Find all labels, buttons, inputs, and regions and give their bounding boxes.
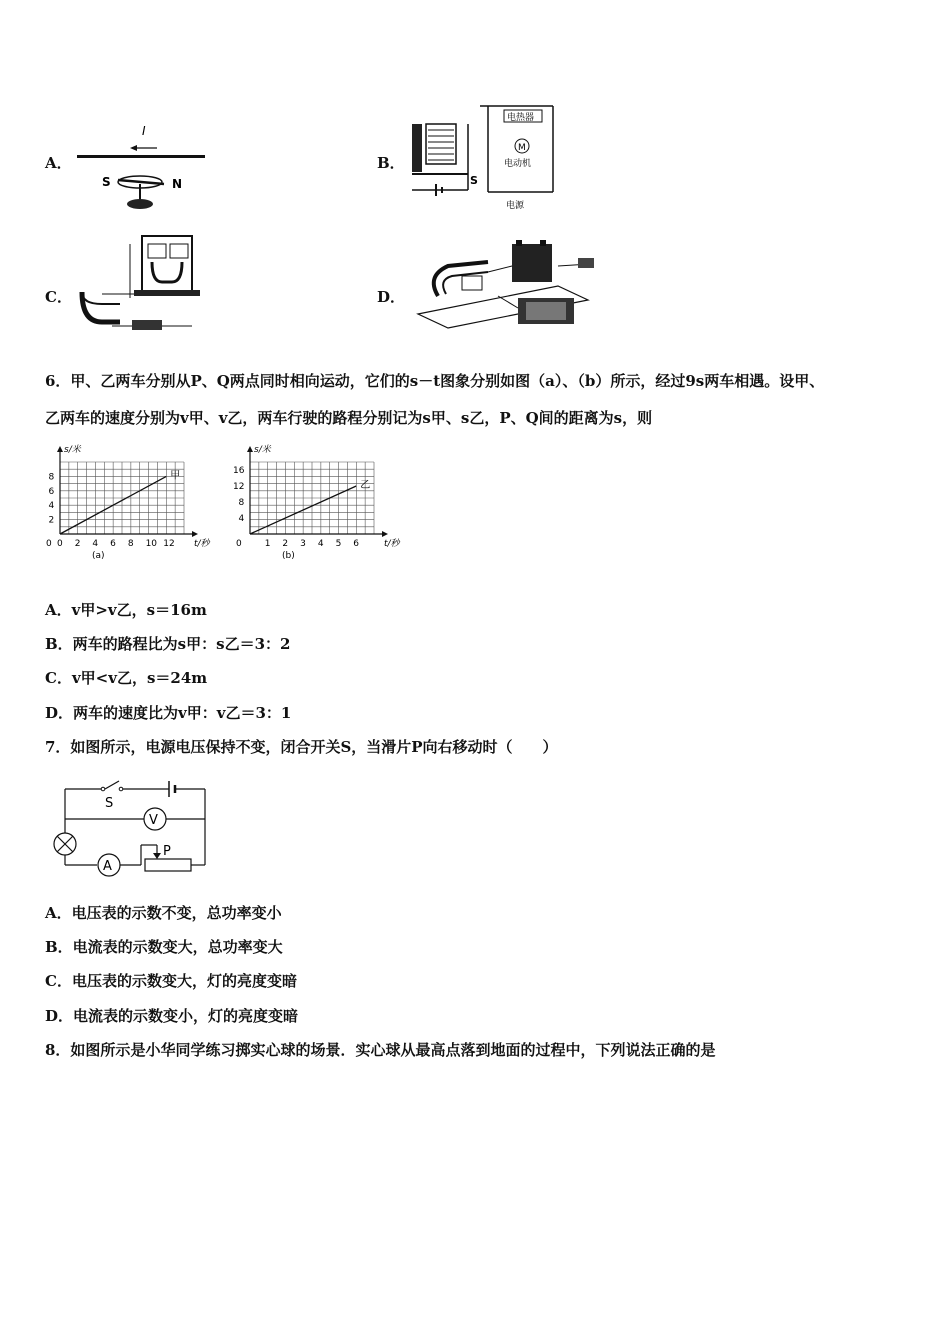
x-axis-label: t/秒: [384, 539, 400, 549]
q7-option-b[interactable]: B．电流表的示数变大，总功率变大: [45, 938, 283, 956]
x-tick-label: 2: [74, 539, 81, 549]
source-label: 电源: [506, 201, 525, 211]
q7-option-a[interactable]: A．电压表的示数不变，总功率变小: [45, 904, 282, 922]
chart-title: (a): [92, 551, 105, 561]
q7-option-c[interactable]: C．电压表的示数变大，灯的亮度变暗: [45, 972, 297, 990]
st-chart-a: [40, 438, 220, 562]
heater-label: 电热器: [507, 113, 535, 123]
y-tick-label: 16: [233, 466, 245, 476]
y-tick-label: 8: [238, 498, 245, 508]
pole-s-label: S: [102, 175, 111, 189]
q6-option-c[interactable]: C．v甲<v乙，s＝24m: [45, 669, 208, 687]
y-axis-label: s/米: [254, 445, 271, 455]
x-axis-arrow: [382, 531, 388, 537]
y-tick-label: 12: [233, 482, 245, 492]
x-tick-label: 0: [57, 539, 63, 549]
pole-n-label: N: [172, 177, 183, 191]
motor-battery-figure: [408, 236, 603, 332]
x-tick-label: 8: [127, 539, 134, 549]
relay-s-label: S: [470, 174, 478, 187]
chart-title: (b): [282, 551, 295, 561]
y-axis-label: s/米: [64, 445, 81, 455]
option-c-label: C．: [45, 288, 72, 306]
x-tick-label: 6: [110, 539, 116, 549]
q6-option-d[interactable]: D．两车的速度比为v甲：v乙＝3：1: [45, 704, 292, 722]
x-tick-label: 12: [163, 539, 175, 549]
q7-stem: 7．如图所示，电源电压保持不变，闭合开关S，当滑片P向右移动时（ ）: [45, 738, 558, 756]
relay-circuit-figure: [408, 102, 558, 212]
y-tick-label: 4: [238, 514, 245, 524]
st-chart-b: [230, 438, 410, 562]
x-tick-label: 4: [317, 539, 324, 549]
q8-stem: 8．如图所示是小华同学练习掷实心球的场景．实心球从最高点落到地面的过程中，下列说法正确的是: [45, 1041, 716, 1059]
y-axis-arrow: [247, 446, 253, 452]
option-d-label: D．: [377, 288, 406, 306]
q6-stem-line2: 乙两车的速度分别为v甲、v乙，两车行驶的路程分别记为s甲、s乙，P、Q间的距离为s，则: [45, 409, 653, 427]
option-b-label: B．: [377, 154, 405, 172]
current-label: I: [142, 124, 146, 138]
x-tick-label: 6: [353, 539, 360, 549]
origin-label: 0: [46, 539, 52, 549]
voltmeter-label: V: [149, 813, 158, 828]
series-name-label: 乙: [360, 480, 371, 491]
x-tick-label: 2: [282, 539, 289, 549]
motor-label: 电动机: [504, 159, 532, 169]
y-tick-label: 4: [48, 501, 55, 512]
motor-symbol: M: [518, 143, 526, 153]
y-tick-label: 8: [48, 472, 55, 483]
ammeter-label: A: [103, 859, 112, 874]
y-tick-label: 6: [48, 486, 55, 497]
x-axis-label: t/秒: [194, 539, 210, 549]
x-tick-label: 10: [145, 539, 158, 549]
q7-circuit-diagram: [45, 775, 215, 885]
q6-option-a[interactable]: A．v甲>v乙，s＝16m: [45, 601, 207, 619]
slider-label: P: [163, 844, 171, 859]
y-tick-label: 2: [48, 515, 55, 526]
x-tick-label: 1: [264, 539, 271, 549]
x-tick-label: 5: [335, 539, 342, 549]
generator-galvanometer-figure: [72, 232, 202, 334]
q6-stem-line1: 6．甲、乙两车分别从P、Q两点同时相向运动，它们的s－t图象分别如图（a）、（b）所示，经过9s两车相遇。设甲、: [45, 372, 825, 390]
origin-label: 0: [236, 539, 242, 549]
x-axis-arrow: [192, 531, 198, 537]
series-name-label: 甲: [170, 470, 181, 482]
y-axis-arrow: [57, 446, 63, 452]
switch-label: S: [105, 796, 114, 811]
option-a-label: A．: [45, 154, 72, 172]
compass-under-wire-figure: [72, 122, 212, 214]
q6-option-b[interactable]: B．两车的路程比为s甲：s乙＝3：2: [45, 635, 291, 653]
x-tick-label: 4: [92, 539, 99, 549]
q7-option-d[interactable]: D．电流表的示数变小，灯的亮度变暗: [45, 1007, 299, 1025]
x-tick-label: 3: [300, 539, 306, 549]
